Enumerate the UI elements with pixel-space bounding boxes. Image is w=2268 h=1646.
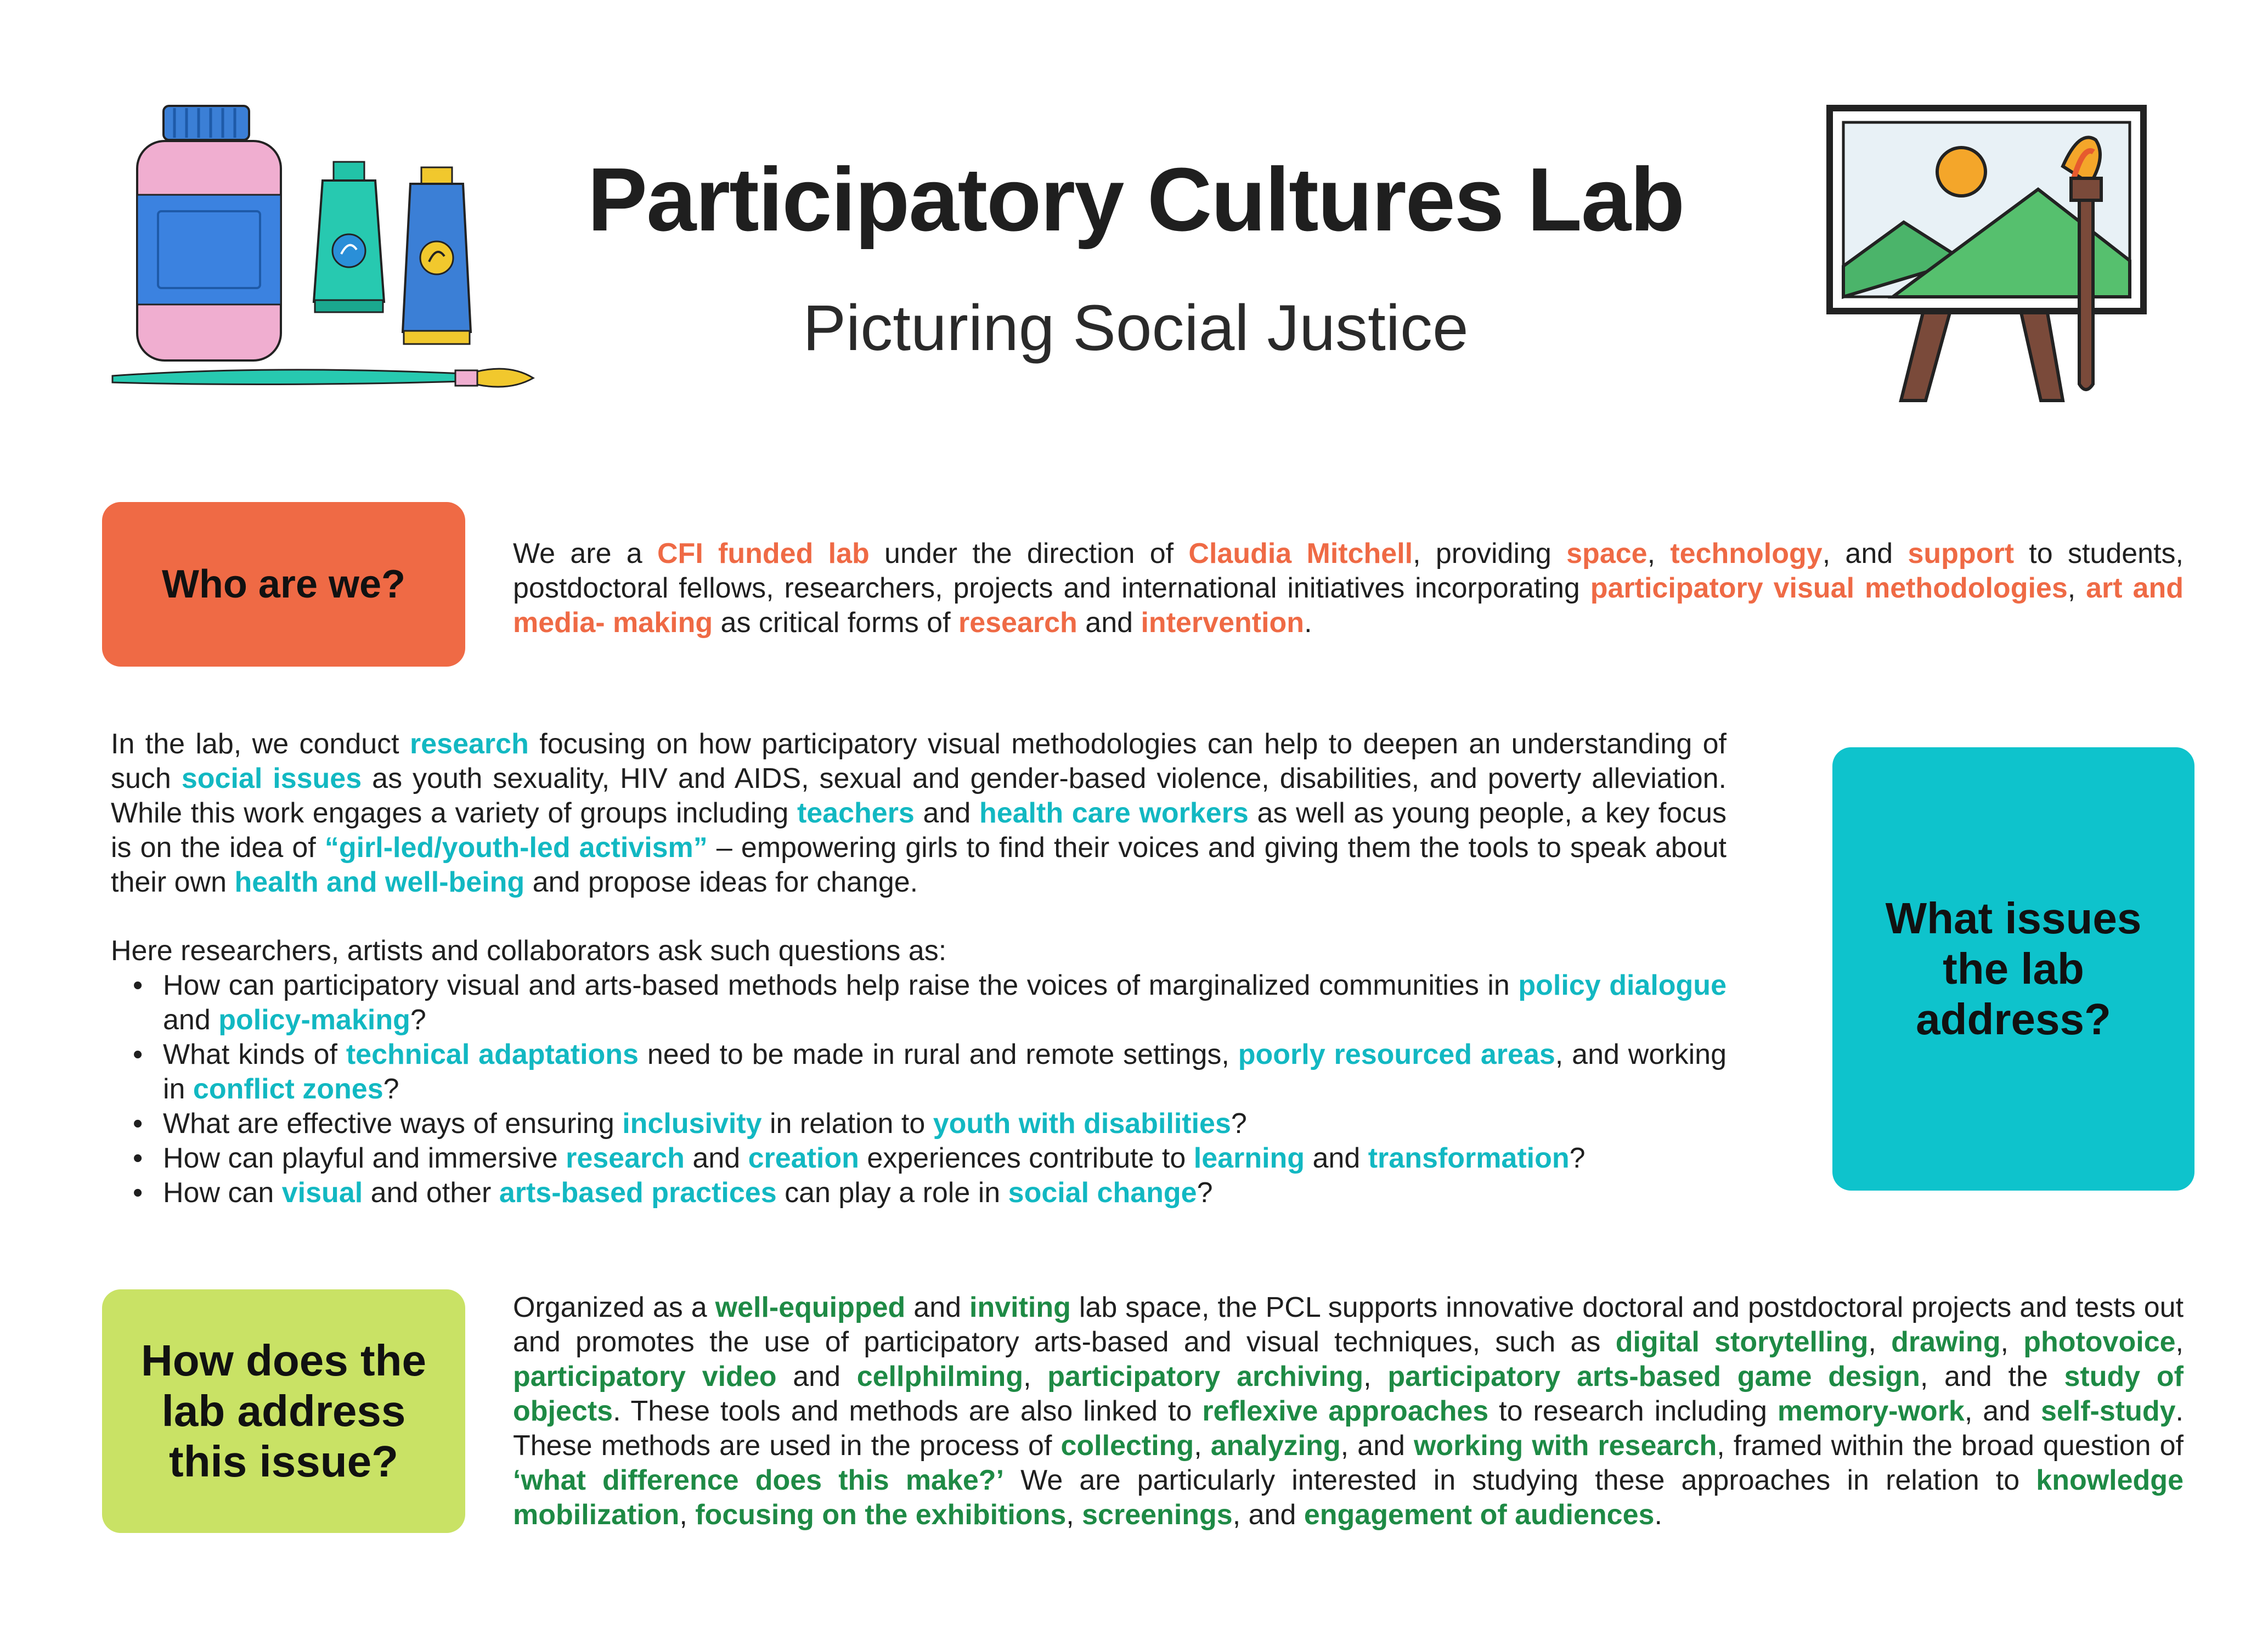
highlight: inclusivity (622, 1108, 762, 1140)
highlight: inviting (969, 1292, 1071, 1323)
text: focusing on how participatory visual methodologies can help to deepen an understanding of such (111, 728, 1727, 794)
highlight: conflict zones (193, 1073, 383, 1105)
text: and (1077, 607, 1141, 639)
text: , (1647, 538, 1671, 570)
highlight: youth with disabilities (933, 1108, 1231, 1140)
bullet-icon: • (133, 1108, 143, 1140)
text: as critical forms of (713, 607, 958, 639)
text: ? (1231, 1108, 1247, 1140)
text: and (1305, 1142, 1368, 1174)
text: . (1654, 1499, 1662, 1531)
text: . These tools and methods are also linked to (613, 1395, 1203, 1427)
highlight: policy-making (218, 1004, 410, 1036)
list-item (111, 1141, 1727, 1176)
highlight: ‘what difference does this make?’ (513, 1464, 1005, 1496)
highlight: photovoice (2023, 1326, 2176, 1358)
art-supplies-icon (104, 102, 543, 409)
text: How can (163, 1177, 282, 1209)
highlight: health and well-being (234, 866, 525, 898)
text: under the direction of (869, 538, 1189, 570)
highlight: support (1908, 538, 2015, 570)
highlight: art and media- making (513, 572, 2184, 639)
how-label: How does the lab address this issue? (140, 1336, 427, 1486)
highlight: transformation (1368, 1142, 1570, 1174)
highlight: study of objects (513, 1361, 2184, 1427)
text: . (1304, 607, 1312, 639)
text: , and (1964, 1395, 2041, 1427)
bullet-icon: • (133, 1039, 143, 1070)
text: , (1363, 1361, 1388, 1393)
who-are-we-label: Who are we? (161, 562, 406, 606)
issues-paragraph (111, 727, 1727, 900)
issues-label-box (1832, 747, 2194, 1191)
highlight: working with research (1413, 1430, 1717, 1462)
who-are-we-paragraph (513, 537, 2184, 640)
highlight: technology (1670, 538, 1823, 570)
text: in relation to (761, 1108, 933, 1140)
text: ? (1197, 1177, 1213, 1209)
list-item (111, 1176, 1727, 1210)
highlight: cellphilming (856, 1361, 1024, 1393)
highlight: participatory visual methodologies (1590, 572, 2068, 604)
highlight: participatory archiving (1047, 1361, 1364, 1393)
highlight: self-study (2040, 1395, 2176, 1427)
text: How can participatory visual and arts-based methods help raise the voices of marginalized communities in (163, 969, 1519, 1001)
highlight: social issues (181, 763, 362, 794)
how-paragraph (513, 1290, 2184, 1532)
highlight: Claudia Mitchell (1188, 538, 1413, 570)
highlight: screenings (1082, 1499, 1233, 1531)
text: What kinds of (163, 1039, 346, 1070)
highlight: arts-based practices (499, 1177, 777, 1209)
highlight: reflexive approaches (1202, 1395, 1489, 1427)
highlight: focusing on the exhibitions (695, 1499, 1067, 1531)
easel-painting-icon (1821, 102, 2162, 409)
highlight: social change (1008, 1177, 1197, 1209)
highlight: memory-work (1777, 1395, 1965, 1427)
text: , framed within the broad question of (1717, 1430, 2184, 1462)
page-title: Participatory Cultures Lab (587, 149, 1684, 250)
text: as well as young people, a key focus is on the idea of (111, 797, 1727, 864)
text: need to be made in rural and remote settings, (638, 1039, 1238, 1070)
text: , (1868, 1326, 1892, 1358)
text: , (1023, 1361, 1048, 1393)
highlight: drawing (1891, 1326, 2001, 1358)
text: , and (1822, 538, 1908, 570)
text: can play a role in (776, 1177, 1008, 1209)
list-item (111, 1038, 1727, 1107)
highlight: research (566, 1142, 685, 1174)
highlight: participatory arts-based game design (1387, 1361, 1920, 1393)
highlight: policy dialogue (1518, 969, 1727, 1001)
text: and (163, 1004, 219, 1036)
text: and (776, 1361, 857, 1393)
highlight: space (1566, 538, 1648, 570)
highlight: teachers (797, 797, 915, 829)
how-label-box (102, 1289, 465, 1533)
text: ? (1569, 1142, 1586, 1174)
text: How can playful and immersive (163, 1142, 566, 1174)
text: , (2175, 1326, 2184, 1358)
highlight: creation (748, 1142, 859, 1174)
text: and (684, 1142, 748, 1174)
text: to students, postdoctoral fellows, researchers, projects and international initiatives incorporating (513, 538, 2184, 604)
highlight: “girl-led/youth-led activism” (324, 832, 708, 864)
highlight: intervention (1141, 607, 1305, 639)
text: and (914, 797, 979, 829)
text: In the lab, we conduct (111, 728, 410, 760)
highlight: visual (281, 1177, 363, 1209)
list-item (111, 968, 1727, 1038)
highlight: collecting (1060, 1430, 1194, 1462)
text: ? (410, 1004, 426, 1036)
text: as youth sexuality, HIV and AIDS, sexual and gender-based violence, disabilities, and poverty alleviation. While this work engages a variety of groups including (111, 763, 1727, 829)
text: , (2067, 572, 2086, 604)
highlight: digital storytelling (1615, 1326, 1869, 1358)
text: and (905, 1292, 970, 1323)
highlight: CFI funded lab (657, 538, 870, 570)
highlight: analyzing (1210, 1430, 1341, 1462)
highlight: learning (1193, 1142, 1305, 1174)
text: We are a (513, 538, 657, 570)
text: , and (1232, 1499, 1304, 1531)
who-are-we-label-box (102, 502, 465, 667)
text: , and the (1920, 1361, 2064, 1393)
highlight: participatory video (513, 1361, 777, 1393)
highlight: research (958, 607, 1077, 639)
text: – empowering girls to find their voices and giving them the tools to speak about their own (111, 832, 1727, 898)
highlight: well-equipped (715, 1292, 906, 1323)
highlight: health care workers (979, 797, 1249, 829)
list-item (111, 1107, 1727, 1141)
page-subtitle: Picturing Social Justice (803, 292, 1469, 364)
questions-intro: Here researchers, artists and collaborators ask such questions as: (111, 935, 947, 967)
text: , and (1340, 1430, 1414, 1462)
bullet-icon: • (133, 1177, 143, 1209)
text: Organized as a (513, 1292, 715, 1323)
text: experiences contribute to (859, 1142, 1194, 1174)
highlight: poorly resourced areas (1238, 1039, 1555, 1070)
text: . These methods are used in the process of (513, 1395, 2184, 1462)
bullet-icon: • (133, 969, 143, 1001)
text: , (1194, 1430, 1211, 1462)
highlight: technical adaptations (346, 1039, 639, 1070)
text: What are effective ways of ensuring (163, 1108, 623, 1140)
highlight: engagement of audiences (1304, 1499, 1655, 1531)
text: lab space, the PCL supports innovative doctoral and postdoctoral projects and tests out and promotes the use of participatory arts-based and visual techniques, such as (513, 1292, 2184, 1358)
text: , providing (1413, 538, 1567, 570)
bullet-icon: • (133, 1142, 143, 1174)
text: and other (363, 1177, 499, 1209)
text: , (2000, 1326, 2024, 1358)
highlight: knowledge mobilization (513, 1464, 2184, 1531)
text: , (679, 1499, 696, 1531)
text: to research including (1488, 1395, 1778, 1427)
text: , (1066, 1499, 1082, 1531)
issues-label: What issues the lab address? (1885, 894, 2142, 1044)
text: , and working in (163, 1039, 1727, 1105)
highlight: research (410, 728, 529, 760)
text: ? (383, 1073, 399, 1105)
text: and propose ideas for change. (524, 866, 918, 898)
text: We are particularly interested in studying these approaches in relation to (1004, 1464, 2036, 1496)
questions-list (111, 968, 1727, 1210)
